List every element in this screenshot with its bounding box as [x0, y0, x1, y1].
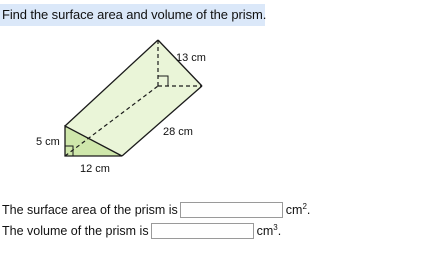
- label-base: 12 cm: [80, 163, 110, 175]
- volume-input[interactable]: [151, 223, 254, 239]
- surface-area-unit: $cm^2$.: [285, 202, 311, 218]
- surface-area-text: The surface area of the prism is: [2, 203, 178, 217]
- prism-figure: [0, 30, 260, 190]
- question-prompt: Find the surface area and volume of the prism.: [0, 4, 265, 26]
- volume-unit: $cm^3$.: [256, 223, 282, 239]
- surface-area-row: [2, 200, 310, 220]
- label-side: 5 cm: [36, 136, 60, 148]
- volume-row: [2, 221, 281, 241]
- surface-area-input[interactable]: [180, 202, 283, 218]
- volume-text: The volume of the prism is: [2, 224, 149, 238]
- label-length: 28 cm: [163, 126, 193, 138]
- label-height: 13 cm: [176, 52, 206, 64]
